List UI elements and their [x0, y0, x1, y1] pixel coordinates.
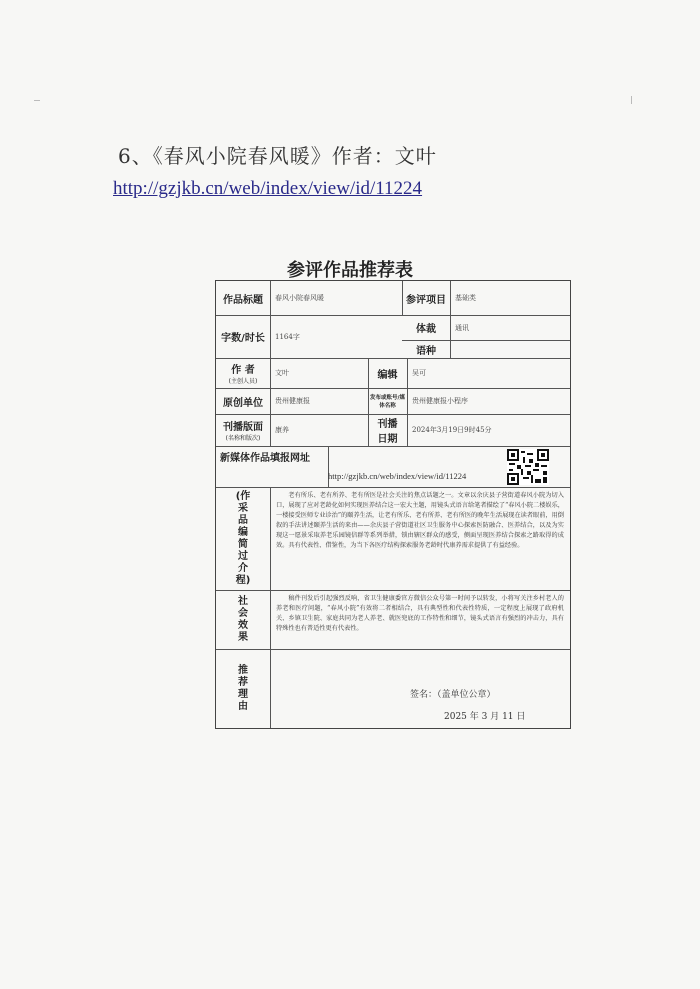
intro-text: 老有所乐、老有所养、老有所医是社会关注的焦点话题之一。文章以余庆县子营街道春风小院为切入口，展现了应对老龄化如何实现医养结合这一宏大主题，用镜头式语言给笔者描绘了“春风小院二楼娱乐，一楼接受医师专业诊治”的颐养生活，让老有所乐、老有所养、老有所医的晚年生活展现在读者眼前，用倒叙的手法讲述颐养生活的来由——余庆县子营街道社区卫生服务中心探索医防融合、医养结合，以及为实现这一愿景采取养老乐园镜信群等系列举措，锁由辖区群众的感受，侧面呈现医养结合探索之路取得的成效。具有代表性、借鉴性，为当下各医疗结构探索服务老龄时代康养需求提供了有益经验。 [276, 492, 564, 549]
work-title-value: 春风小院春风暖 [275, 294, 324, 302]
language-label: 语种 [416, 345, 436, 357]
work-title-label: 作品标题 [223, 294, 263, 306]
account-label: 发布或账号/媒体名称 [369, 395, 405, 409]
new-media-url-label: 新媒体作品填报网址 [220, 452, 310, 464]
page-sublabel: (名称和版次) [225, 435, 261, 442]
qr-code-icon [507, 449, 549, 485]
effect-text: 稿件刊发后引起强烈反响，省卫生健康委官方微信公众号第一时间予以转发，小将写关注乡村老人的养老和医疗问题，“春风小院”有效将二者相结合，具有典型性和代表性特质，一定程度上展现了政府机关、乡镇卫生院、家庭共同为老人养老、就医兜底的工作特性和细节，镜头式语言有强烈的冲击力，具有特殊性也有普适性更有代表性。 [276, 595, 564, 632]
author-sublabel: (主创人员) [228, 378, 258, 385]
word-count-value: 1164字 [275, 332, 300, 341]
reason-label: 推荐理由 [238, 664, 248, 712]
section-heading: 6、《春风小院春风暖》作者：文叶 [118, 144, 437, 168]
language-value [450, 340, 570, 358]
unit-value: 贵州健康报 [275, 397, 310, 405]
genre-value: 通讯 [455, 323, 469, 332]
sign-date: 2025 年 3 月 11 日 [444, 712, 526, 722]
signature-line: 签名：（盖单位公章） [410, 690, 496, 700]
recommendation-form [215, 280, 571, 729]
page-label: 刊播版面 [223, 422, 263, 433]
effect-label: 社会效果 [238, 595, 248, 643]
form-title: 参评作品推荐表 [287, 260, 413, 281]
intro-label: (作采品编简过介程) [235, 490, 251, 586]
genre-label: 体裁 [416, 324, 436, 335]
category-value: 基础类 [455, 294, 476, 302]
category-label: 参评项目 [406, 294, 446, 306]
word-count-label: 字数/时长 [221, 333, 265, 344]
unit-label: 原创单位 [223, 397, 263, 409]
article-link[interactable]: http://gzjkb.cn/web/index/view/id/11224 [113, 178, 423, 199]
editor-value: 吴可 [412, 369, 426, 377]
scan-speck [34, 100, 40, 101]
author-value: 文叶 [275, 369, 289, 377]
scan-speck [631, 96, 632, 104]
editor-label: 编辑 [377, 369, 398, 381]
author-label: 作 者 [231, 365, 255, 376]
date-value: 2024年3月19日9时45分 [412, 426, 492, 434]
page-value: 康养 [275, 426, 289, 434]
new-media-url-value[interactable]: http://gzjkb.cn/web/index/view/id/11224 [328, 471, 467, 481]
author-label-cell [216, 358, 270, 388]
account-value: 贵州健康报小程序 [412, 397, 468, 405]
date-label: 刊播日期 [377, 419, 398, 445]
page-label-cell [216, 414, 270, 446]
